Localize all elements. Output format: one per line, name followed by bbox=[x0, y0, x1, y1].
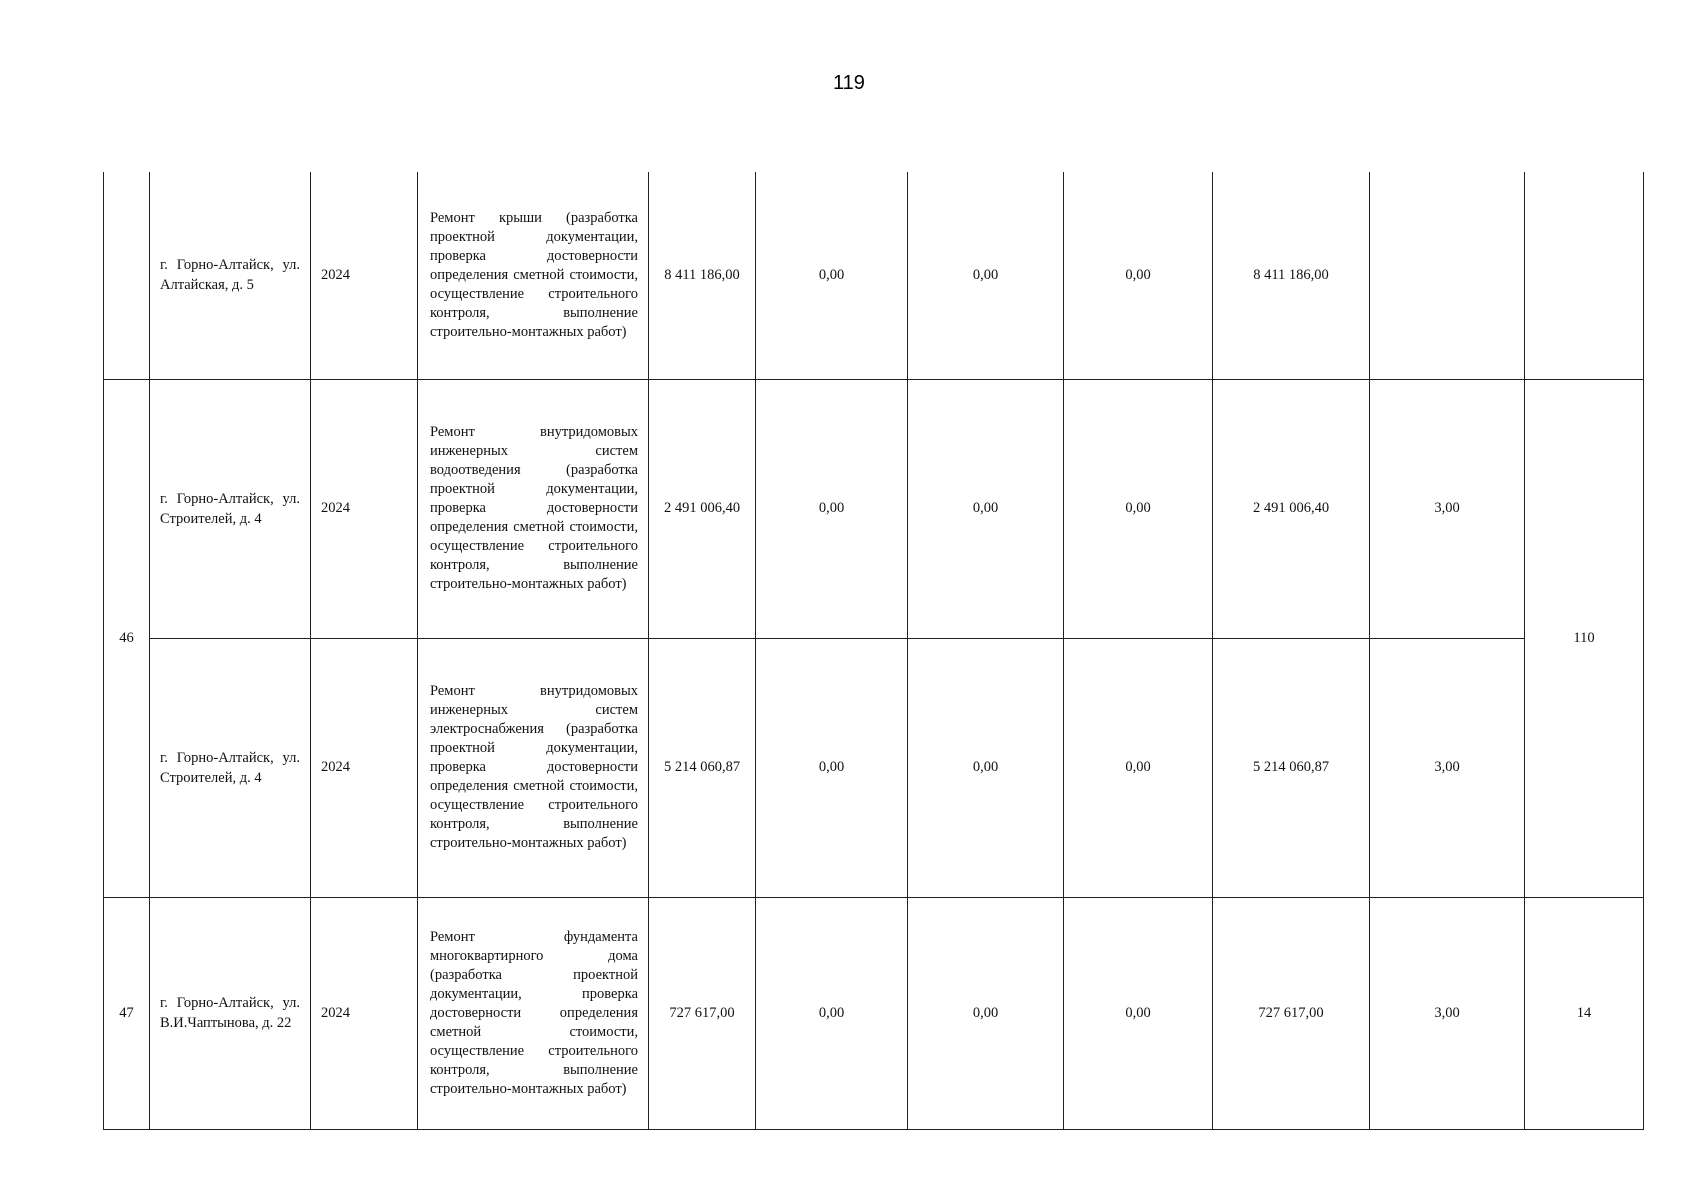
owners-funds-cell: 5 214 060,87 bbox=[1213, 638, 1370, 897]
year-cell: 2024 bbox=[311, 897, 418, 1129]
table-row bbox=[104, 638, 1644, 897]
row-number-cell: 47 bbox=[104, 897, 150, 1129]
fund-a-cell: 0,00 bbox=[756, 638, 908, 897]
year-cell: 2024 bbox=[311, 638, 418, 897]
fund-a-cell: 0,00 bbox=[756, 897, 908, 1129]
work-description-cell: Ремонт крыши (разработка проектной документации, проверка достоверности определения сметной стоимости, осуществление строительного контроля, выполнение строительно-монтажных работ) bbox=[418, 172, 649, 379]
count-cell: 110 bbox=[1525, 379, 1644, 897]
fund-c-cell: 0,00 bbox=[1064, 897, 1213, 1129]
table-row bbox=[104, 897, 1644, 1129]
total-cost-cell: 2 491 006,40 bbox=[649, 379, 756, 638]
row-number-cell bbox=[104, 172, 150, 379]
fund-b-cell: 0,00 bbox=[908, 172, 1064, 379]
count-cell bbox=[1525, 172, 1644, 379]
address-cell: г. Горно-Алтайск, ул. Строителей, д. 4 bbox=[150, 638, 311, 897]
total-cost-cell: 8 411 186,00 bbox=[649, 172, 756, 379]
fund-c-cell: 0,00 bbox=[1064, 638, 1213, 897]
work-description-cell: Ремонт внутридомовых инженерных систем электроснабжения (разработка проектной документации, проверка достоверности определения сметной стоимости, осуществление строительного контроля, выполнение строительно-монтажных работ) bbox=[418, 638, 649, 897]
address-cell: г. Горно-Алтайск, ул. В.И.Чаптынова, д. 22 bbox=[150, 897, 311, 1129]
rate-cell: 3,00 bbox=[1370, 638, 1525, 897]
work-description-cell: Ремонт внутридомовых инженерных систем водоотведения (разработка проектной документации, проверка достоверности определения сметной стоимости, осуществление строительного контроля, выполнение строительно-монтажных работ) bbox=[418, 379, 649, 638]
count-cell: 14 bbox=[1525, 897, 1644, 1129]
address-cell: г. Горно-Алтайск, ул. Алтайская, д. 5 bbox=[150, 172, 311, 379]
year-cell: 2024 bbox=[311, 172, 418, 379]
row-number-cell: 46 bbox=[104, 379, 150, 897]
total-cost-cell: 5 214 060,87 bbox=[649, 638, 756, 897]
owners-funds-cell: 8 411 186,00 bbox=[1213, 172, 1370, 379]
work-description-cell: Ремонт фундамента многоквартирного дома (разработка проектной документации, проверка достоверности определения сметной стоимости, осуществление строительного контроля, выполнение строительно-монтажных работ) bbox=[418, 897, 649, 1129]
rate-cell: 3,00 bbox=[1370, 379, 1525, 638]
fund-b-cell: 0,00 bbox=[908, 897, 1064, 1129]
address-cell: г. Горно-Алтайск, ул. Строителей, д. 4 bbox=[150, 379, 311, 638]
rate-cell: 3,00 bbox=[1370, 897, 1525, 1129]
fund-b-cell: 0,00 bbox=[908, 638, 1064, 897]
table-row bbox=[104, 172, 1644, 379]
rate-cell bbox=[1370, 172, 1525, 379]
repair-works-table bbox=[103, 172, 1644, 1130]
owners-funds-cell: 727 617,00 bbox=[1213, 897, 1370, 1129]
page-number: 119 bbox=[833, 72, 865, 94]
fund-a-cell: 0,00 bbox=[756, 379, 908, 638]
fund-c-cell: 0,00 bbox=[1064, 379, 1213, 638]
year-cell: 2024 bbox=[311, 379, 418, 638]
fund-c-cell: 0,00 bbox=[1064, 172, 1213, 379]
table-row bbox=[104, 379, 1644, 638]
total-cost-cell: 727 617,00 bbox=[649, 897, 756, 1129]
fund-a-cell: 0,00 bbox=[756, 172, 908, 379]
fund-b-cell: 0,00 bbox=[908, 379, 1064, 638]
owners-funds-cell: 2 491 006,40 bbox=[1213, 379, 1370, 638]
